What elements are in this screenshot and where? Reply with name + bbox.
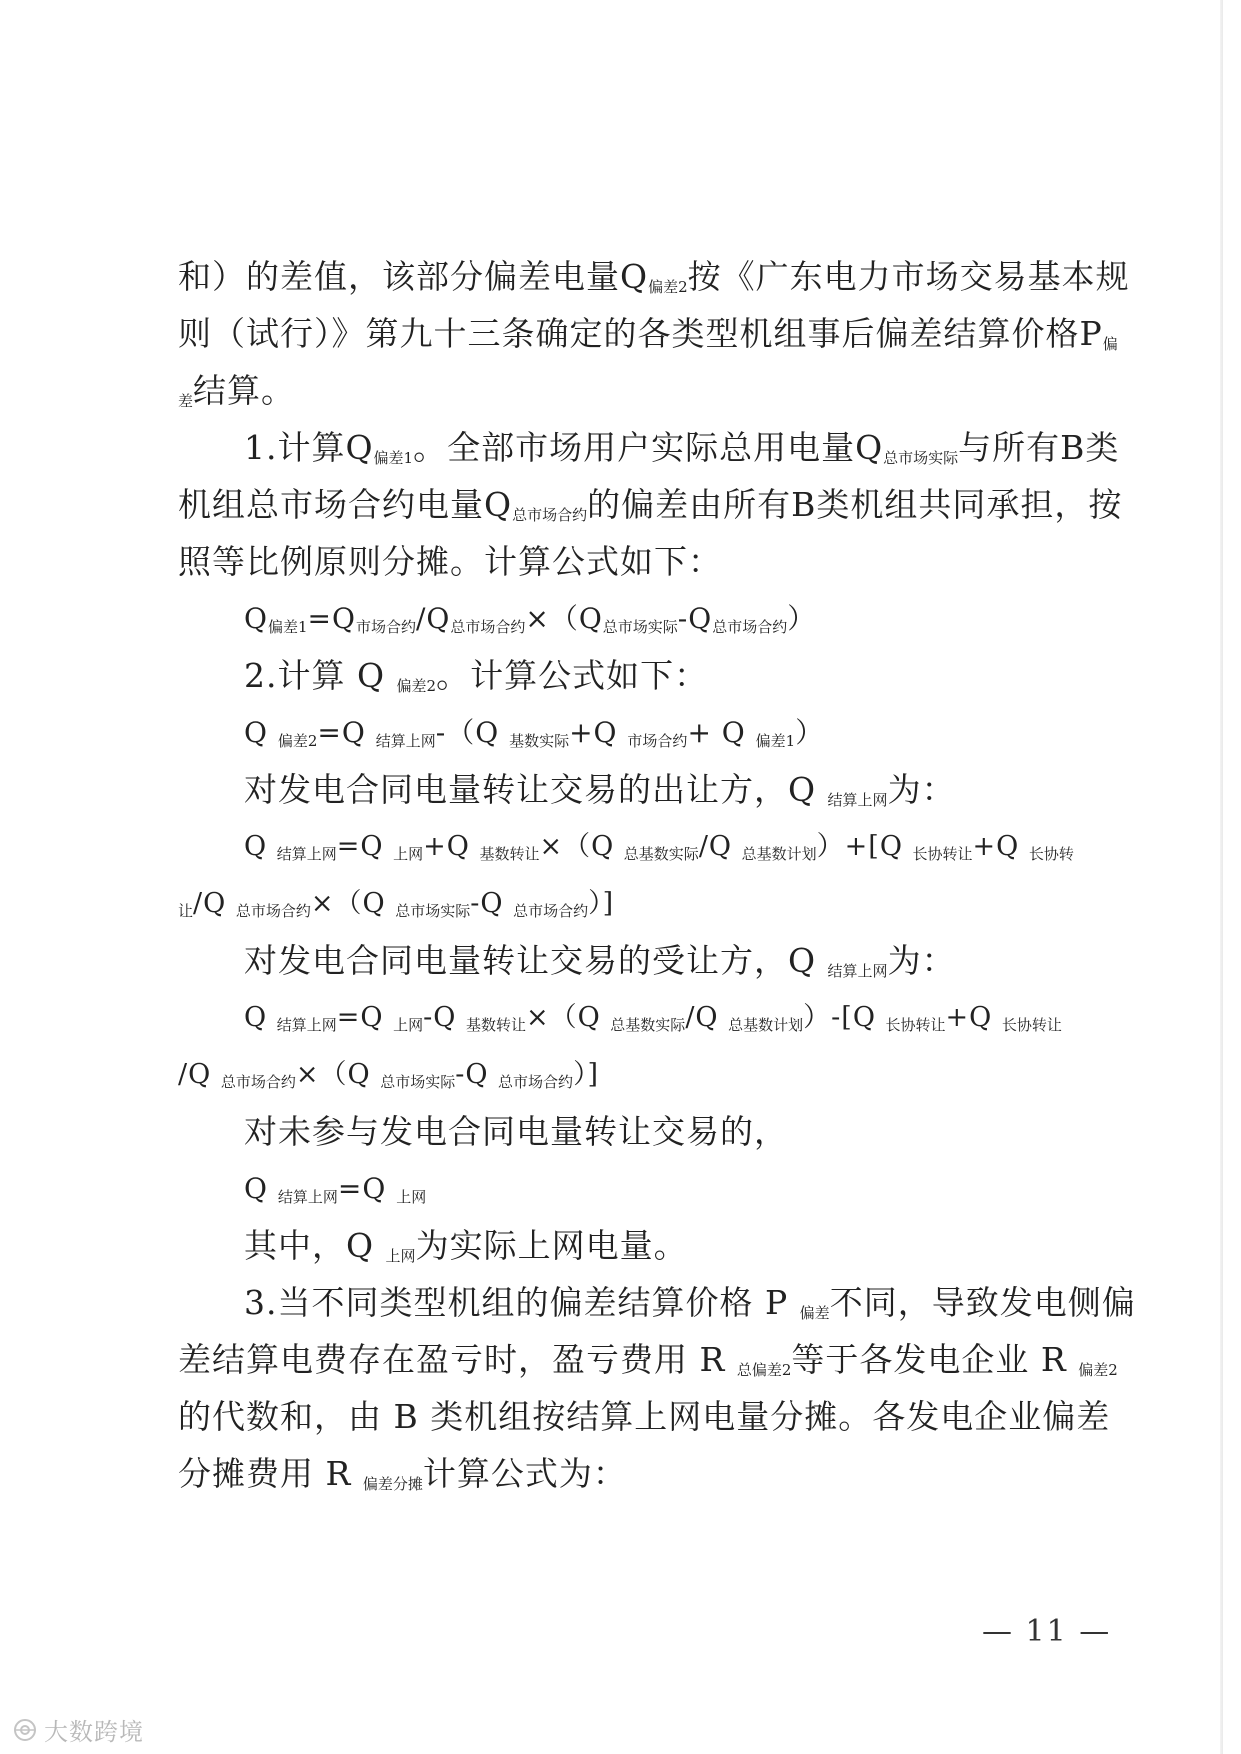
subscript: 总市场合约 (235, 902, 311, 920)
subscript: 长协转让 (1001, 1016, 1062, 1034)
text-run: /Q (685, 1002, 729, 1033)
text-run: 。全部市场用户实际总用电量Q (413, 428, 884, 467)
text-line (244, 768, 956, 822)
text-run: +Q (972, 831, 1029, 862)
subscript: 总基数计划 (741, 845, 817, 863)
text-run: +Q (945, 1002, 1002, 1033)
text-run: 2.计算 Q (244, 656, 397, 695)
subscript: 总偏差2 (736, 1361, 792, 1379)
subscript: 总市场实际 (395, 902, 471, 920)
text-run: 对发电合同电量转让交易的受让方，Q (244, 941, 828, 980)
subscript: 市场合约 (355, 618, 416, 636)
text-run: 其中，Q (244, 1226, 386, 1265)
text-run: =Q (307, 602, 356, 635)
subscript: 总市场实际 (602, 618, 678, 636)
subscript: 基数实际 (509, 732, 570, 750)
subscript: 结算上网 (827, 962, 888, 980)
text-line (244, 996, 1062, 1047)
text-run: ） (787, 602, 817, 635)
subscript: 偏差2 (277, 732, 318, 750)
text-run: =Q (317, 716, 376, 749)
text-run: ×（Q (310, 888, 396, 919)
page-edge-shadow (1220, 0, 1223, 1754)
text-line (178, 1395, 1111, 1439)
text-run: /Q (193, 888, 236, 919)
text-line (244, 1167, 426, 1219)
subscript: 偏差1 (755, 732, 796, 750)
text-run: 差结算电费存在盈亏时，盈亏费用 R (178, 1340, 737, 1379)
page-number: — 11 — (982, 1614, 1112, 1649)
subscript: 让 (178, 902, 194, 920)
watermark-text: 大数跨境 (44, 1718, 144, 1746)
text-run: 和）的差值，该部分偏差电量Q (178, 257, 649, 296)
text-run: 的代数和，由 B 类机组按结算上网电量分摊。各发电企业偏差 (178, 1397, 1111, 1436)
subscript: 总市场实际 (380, 1073, 456, 1091)
text-run: ）+[Q (816, 831, 913, 862)
subscript: 结算上网 (827, 791, 888, 809)
text-run: 为实际上网电量。 (415, 1226, 688, 1265)
text-run: Q (244, 831, 277, 862)
text-line (178, 882, 614, 933)
text-run: ）] (573, 1059, 600, 1090)
subscript: 总市场合约 (498, 1073, 574, 1091)
subscript: 市场合约 (627, 732, 688, 750)
text-line (178, 1053, 599, 1104)
text-run: =Q (337, 1172, 397, 1205)
text-run: +Q (423, 831, 480, 862)
text-run: ×（Q (295, 1059, 381, 1090)
text-line (244, 597, 816, 649)
text-run: 为： (887, 770, 956, 809)
text-run: 分摊费用 R (178, 1454, 363, 1493)
text-run: ×（Q (525, 602, 603, 635)
subscript: 结算上网 (375, 732, 436, 750)
text-run: 计算公式为： (422, 1454, 627, 1493)
text-run: 机组总市场合约电量Q (178, 485, 513, 524)
text-line (178, 483, 1123, 537)
subscript: 偏差1 (373, 449, 414, 467)
text-line (244, 654, 708, 708)
text-run: Q (244, 602, 268, 635)
text-run: /Q (415, 602, 451, 635)
subscript: 差 (178, 392, 194, 410)
text-run: Q (244, 1002, 277, 1033)
subscript: 结算上网 (276, 1016, 337, 1034)
text-line (178, 369, 295, 423)
text-run: ）] (588, 888, 615, 919)
text-run: 不同，导致发电侧偏 (829, 1283, 1136, 1322)
watermark-logo-icon (12, 1717, 38, 1743)
text-run: 结算。 (193, 371, 296, 410)
text-line (178, 312, 1118, 366)
subscript: 长协转 (1028, 845, 1074, 863)
subscript: 偏差1 (267, 618, 308, 636)
text-run: -Q (677, 602, 713, 635)
text-line (244, 1224, 688, 1278)
text-run: 。计算公式如下： (436, 656, 709, 695)
text-run: 照等比例原则分摊。计算公式如下： (178, 542, 722, 581)
subscript: 偏 (1102, 335, 1118, 353)
subscript: 偏差2 (648, 278, 688, 296)
text-run: ）-[Q (803, 1002, 886, 1033)
text-run: Q (244, 716, 278, 749)
text-run: /Q (178, 1059, 221, 1090)
text-run: /Q (698, 831, 742, 862)
text-run: ） (795, 716, 825, 749)
text-line (244, 426, 1119, 480)
subscript: 上网 (385, 1247, 416, 1265)
subscript: 偏差 (799, 1304, 830, 1322)
subscript: 总市场合约 (512, 506, 588, 524)
text-line (178, 1452, 627, 1506)
subscript: 偏差2 (396, 677, 437, 695)
subscript: 结算上网 (277, 1188, 338, 1206)
subscript: 上网 (396, 1188, 427, 1206)
text-run: 与所有B类 (958, 428, 1120, 467)
text-run: 为： (887, 941, 956, 980)
text-run: -Q (423, 1002, 466, 1033)
text-run: + Q (687, 716, 756, 749)
text-run: 按《广东电力市场交易基本规 (687, 257, 1130, 296)
text-run: -Q (455, 1059, 499, 1090)
subscript: 总市场合约 (220, 1073, 296, 1091)
text-line (244, 1281, 1136, 1335)
text-line (178, 255, 1130, 309)
subscript: 上网 (393, 845, 424, 863)
text-line (244, 939, 956, 993)
text-line (244, 1110, 788, 1154)
watermark (12, 1712, 144, 1747)
text-run: 对发电合同电量转让交易的出让方，Q (244, 770, 828, 809)
text-run: +Q (569, 716, 628, 749)
text-line (178, 1338, 1118, 1392)
text-run: -Q (470, 888, 514, 919)
text-run: ×（Q (539, 831, 624, 862)
subscript: 总基数计划 (728, 1016, 804, 1034)
subscript: 长协转让 (912, 845, 973, 863)
subscript: 基数转让 (479, 845, 540, 863)
text-line (178, 540, 722, 584)
subscript: 总基数实际 (623, 845, 699, 863)
text-run: 1.计算Q (244, 428, 374, 467)
text-run: 的偏差由所有B类机组共同承担，按 (587, 485, 1123, 524)
subscript: 上网 (393, 1016, 424, 1034)
text-run: -（Q (435, 716, 510, 749)
text-run: Q (244, 1172, 278, 1205)
subscript: 总市场合约 (712, 618, 788, 636)
subscript: 长协转让 (885, 1016, 946, 1034)
text-run: =Q (336, 831, 394, 862)
text-run: 则（试行）》第九十三条确定的各类型机组事后偏差结算价格P (178, 314, 1103, 353)
subscript: 偏差2 (1078, 1361, 1118, 1379)
text-run: 对未参与发电合同电量转让交易的， (244, 1112, 788, 1151)
subscript: 总市场合约 (450, 618, 526, 636)
subscript: 基数转让 (465, 1016, 526, 1034)
subscript: 总市场实际 (883, 449, 959, 467)
text-run: 等于各发电企业 R (791, 1340, 1079, 1379)
subscript: 结算上网 (276, 845, 337, 863)
text-run: 3.当不同类型机组的偏差结算价格 P (244, 1283, 800, 1322)
text-run: ×（Q (525, 1002, 611, 1033)
subscript: 偏差分摊 (362, 1475, 423, 1493)
text-run: =Q (336, 1002, 394, 1033)
subscript: 总市场合约 (513, 902, 589, 920)
subscript: 总基数实际 (610, 1016, 686, 1034)
text-line (244, 825, 1074, 876)
text-line (244, 711, 824, 763)
